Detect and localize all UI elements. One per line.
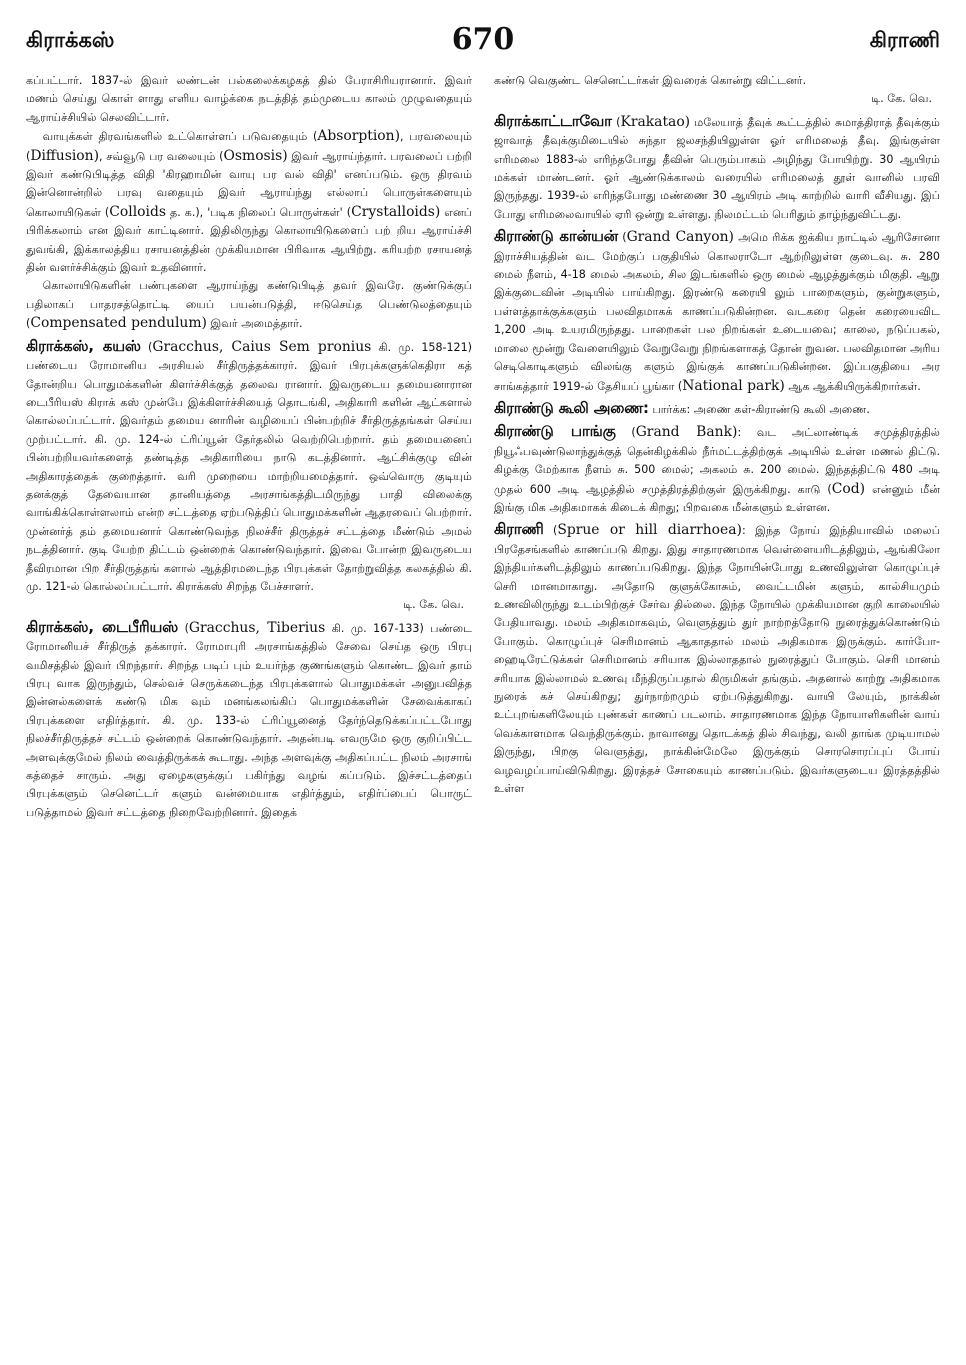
entry-headword: கிராண்டு கான்யன் <box>494 228 618 246</box>
running-head-left: கிராக்கஸ் <box>26 28 115 52</box>
entry-grand-coulee-dam <box>494 400 940 419</box>
entry-gracchus-caius <box>26 338 472 615</box>
paragraph: கொலாயிடுகளின் பண்புகளை ஆராய்ந்து கண்டுபிடித் தவர் இவரே. குண்டுக்குப் பதிலாகப் பாதரசத்தொட்டி யைப் பயன்படுத்தி, ஈடுசெய்த பெண்டுலத்தையும் (Compensated pendulum) இவர் அமைத்தார். <box>26 279 472 332</box>
entry-text: (Gracchus, Tiberius கி. மு. 167-133) பண்டை ரோமானியச் சீர்திருத் தக்காரர். ரோமாபுரி அரசாங்கத்தில் சேவை செய்த ஒரு பிரபு வமிசத்தில் இவர் பிறந்தார். சிறந்த படிப் பும் உயர்ந்த குணங்களும் கொண்ட இவர் தாம் பிரபு வாக இருந்தும், செல்வச் செருக்கடைந்த பிரபுக்களால் பொதுமக்கள் அனுபவித்த இன்னல்களைக் கண்டு மிக வும் மனங்கலங்கிப் பொதுமக்களின் சேவைக்காகப் பிரபுக்களை எதிர்த்தார். கி. மு. 133-ல் ட்ரிப்யூனைத் தேர்ந்தெடுக்கப்பட்டபோது நிலச்சீர்திருத்தச் சட்டம் ஒன்றைக் கொண்டுவந்தார். அதன்படி எவருமே ஒரு குறிப்பிட்ட அளவுக்குமேல் நிலம் வைத்திருக்கக் கூடாது. அந்த அளவுக்கு அதிகப்பட்ட நிலம் அரசாங் கத்தைச் சாரும். அது ஏழைகளுக்குப் பகிர்ந்து வழங் கப்படும். இச்சட்டத்தைப் பிரபுக்களும் செனெட்டர் களும் வன்மையாக எதிர்த்தும், எதிர்ப்பைப் பொருட் படுத்தாமல் இவர் சட்டத்தை நிறைவேற்றினார். இதைக் <box>26 619 472 819</box>
author-signature: டி. கே. வெ. <box>871 92 932 106</box>
paragraph: வாயுக்கள் திரவங்களில் உட்கொள்ளப் படுவதையும் (Absorption), பரவலையும் (Diffusion), சவ்வூடு பர வலையும் (Osmosis) இவர் ஆராய்ந்தார். பரவலைப் பற்றி இவர் கண்டுபிடித்த விதி 'கிரஹாமின் வாயு பர வல் விதி' எனப்படும். ஒரு திரவம் இன்னொன்றில் பரவு வதையும் இவர் ஆராய்ந்து எல்லாப் பொருள்களையும் கொலாயிடுகள் (Colloids த. க.), 'படிக நிலைப் பொருள்கள்' (Crystalloids) எனப் பிரிக்கலாம் என இவர் காட்டினார். இதிலிருந்து கொலாயிடுகளைப் பற் றிய ஆராய்ச்சி துவங்கி, இக்காலத்திய ரசாயனத்தின் முக்கியமான பிரிவாக ஆயிற்று. கரியற்ற ரசாயனத் தின் வளர்ச்சிக்கும் இவர் உதவினார். <box>26 128 472 275</box>
entry-text: (Sprue or hill diarrhoea): இந்த நோய் இந்தியாவில் மலைப் பிரதேசங்களில் காணப்படு கிறது. இது சாதாரணமாக வெள்ளையரிடத்திலும், ஆங்கிலோ இந்தியர்களிடத்திலும் காணப்படுகிறது. இந்த நோயின்போது உணவிலுள்ள கொழுப்புச் செரி மானமாகாது. அதோடு குளுக்கோசும், வைட்டமின் களும், கால்சியமும் உணவிலிருந்து உடம்பிற்குச் சேர்வ தில்லை. இந்த நோயில் முக்கியமான குறி காலையில் பேதியாவது. மலம் அதிகமாகவும், வெளுத்தும் துர் நாற்றத்தோடு நுரைத்துக்கொண்டும் போகும். கொழுப்புச் செரிமானம் ஆகாததால் மலம் அதிகமாக இருக்கும். கார்போ-ஹைடிரேட்டுக்கள் செரிமானம் சரியாக இல்லாததால் நுரைத்துப் போகும். செரி மானம் சரியாக இல்லாமல் உணவு மீந்திருப்பதால் கிருமிகள் தங்கும். அதனால் காற்று அதிகமாக நுரைக் கச் செய்கிறது; துர்நாற்றமும் ஏற்படுத்துகிறது. வாயி லேயும், நாக்கின் உட்புறங்களிலேயும் புண்கள் காணப் படலாம். சாதாரணமாக இந்த நோயாளிகளின் வாய் வெக்காளமாக வெந்திருக்கும். நாவானது தொடக்கத் தில் சிவந்து, வலி தாங்க முடியாமல் இருந்து, பிறகு வெளுத்து, நாக்கின்மேலே இருக்கும் சொரசொரப்புப் போய் வழவழப்பாய்விடுகிறது. இரத்தச் சோகையும் காணப்படும். இவர்களுடைய இரத்தத்தில் உள்ள <box>494 522 940 796</box>
entry-headword: கிராக்காட்டாவோ <box>494 112 612 130</box>
entry-text: (Gracchus, Caius Sem pronius கி. மு. 158-121) பண்டைய ரோமானிய அரசியல் சீர்திருத்தக்காரர். இவர் பிரபுக்களுக்கெதிரா கத் தோன்றிய பொதுமக்களின் கிளர்ச்சிக்குத் தலைவ ரானார். இவருடைய தமையனாரான டைபீரியஸ் கிராக் கஸ் முன்பே இக்கிளர்ச்சியைத் தொடங்கி, அதிகாரி களின் ஆட்களால் கொல்லப்பட்டார். இவர்தம் தமைய னாரின் வழியைப் பின்பற்றிச் சீர்திருத்தங்கள் செய்ய முற்பட்டார். கி. மு. 124-ல் ட்ரிப்யூன் தேர்தலில் வெற்றிபெற்றார். தம் தமையனைப் பின்பற்றியவர்களைத் தண்டித்த அதிகாரியை நாடு கடத்தினார். ஆட்சிக்குழு வின் அதிகாரத்தைக் குறைத்தார். வரி முறையை மாற்றியமைத்தார். ஒவ்வொரு குடியும் தனக்குத் தேவையான தானியத்தை அரசாங்கத்திடமிருந்து பாதி விலைக்கு வாங்கிக்கொள்ளலாம் என்ற சட்டத்தை ஏற்படுத்திப் பொதுமக்களின் ஆதரவைப் பெற்றார். முன்னர்த் தம் தமையனார் கொண்டுவந்த நிலச்சீர் திருத்தச் சட்டத்தை மீண்டும் அமல் நடத்தினார். குடி யேற்ற திட்டம் ஒன்றைக் கொண்டுவந்தார். இவை போன்ற இவருடைய தீவிரமான பிற சீர்திருத்தங் களால் ஆத்திரமடைந்த பிரபுக்கள் தோற்றுவித்த கலகத்தில் கி. மு. 121-ல் கொல்லப்பட்டார். கிராக்கஸ் சிறந்த பேச்சாளர். <box>26 338 472 593</box>
paragraph-continued <box>494 72 940 109</box>
entry-sprue <box>494 521 940 798</box>
page-number: 670 <box>451 22 515 57</box>
right-column <box>494 72 940 798</box>
entry-text: (Krakatao) மலேயாத் தீவுக் கூட்டத்தில் சுமாத்திராத் தீவுக்கும் ஜாவாத் தீவுக்குமிடையில் சுந்தா ஜலசந்தியிலுள்ள ஓர் எரிமலைத் தீவு. இங்குள்ள எரிமலை 1883-ல் எரிந்தபோது தீவின் பெரும்பாகம் அழிந்து போயிற்று. 30 ஆயிரம் மக்கள் மாண்டனர். ஓர் ஆண்டுக்காலம் வரையில் எரிமலைத் தூள் வானில் பரவி இருந்தது. 1939-ல் எரிந்தபோது மண்ணை 30 ஆயிரம் அடி காற்றில் வாரி வீசியது. இப் போது எரிமலைவாயில் ஏரி ஒன்று உள்ளது. நிலமட்டம் பெரிதும் தாழ்ந்துவிட்டது. <box>494 113 940 221</box>
running-head-right: கிராணி <box>869 28 940 52</box>
page-header <box>26 22 940 62</box>
entry-krakatao <box>494 113 940 224</box>
paragraph: கப்பட்டார். 1837-ல் இவர் லண்டன் பல்கலைக்கழகத் தில் பேராசிரியரானார். இவர் மணம் செய்து கொள் ளாது எளிய வாழ்க்கை நடத்தித் தம்முடைய காலம் முழுவதையும் ஆராய்ச்சியில் செலவிட்டார். <box>26 74 472 124</box>
entry-headword: கிராக்கஸ், கயஸ் <box>26 337 141 355</box>
entry-grand-bank <box>494 423 940 517</box>
entry-grand-canyon <box>494 228 940 396</box>
entry-headword: கிராணி <box>494 521 544 539</box>
entry-text: கண்டு வெகுண்ட செனெட்டர்கள் இவரைக் கொன்று விட்டனர். <box>494 74 807 87</box>
entry-text: பார்க்க: அணை கள்-கிராண்டு கூலி அணை. <box>652 402 870 416</box>
entry-gracchus-tiberius <box>26 619 472 822</box>
entry-headword: கிராண்டு பாங்கு <box>494 423 616 441</box>
left-column <box>26 72 472 822</box>
entry-headword: கிராண்டு கூலி அணை: <box>494 399 649 417</box>
entry-text: (Grand Canyon) அமெ ரிக்க ஐக்கிய நாட்டில் ஆரிசோனா இராச்சியத்தின் வட மேற்குப் பகுதியில் கொலராடோ ஆற்றிலுள்ள குடைவு. சு. 280 மைல் நீளம், 4-18 மைல் அகலம், சில இடங்களில் ஒரு மைல் ஆழத்துக்கும் மிகுதி. ஆறு இக்குடைவின் அடியில் பாய்கிறது. இரண்டு கரையி லும் பாறைகளும், குன்றுகளும், பள்ளத்தாக்குக்களும் பலவிதமாகக் காணப்படுகின்றன. வடகரை தென் கரையைவிட 1,200 அடி உயரமிருந்தது. பாறைகள் பல நிறங்கள் உடையவை; காலை, நடுப்பகல், மாலை மூன்று வேளையிலும் வேறுவேறு நிறங்களாகத் தோன் றுவன. பலவிதமான அரிய செடிகொடிகளும் விலங்கு களும் இங்குக் காணப்படுகின்றன. இப்பகுதியை அர சாங்கத்தார் 1919-ல் தேசியப் பூங்கா (National park) ஆக ஆக்கியிருக்கிறார்கள். <box>494 229 940 394</box>
entry-headword: கிராக்கஸ், டைபீரியஸ் <box>26 618 179 636</box>
author-signature: டி. கே. வெ. <box>403 598 464 612</box>
entry-text: (Grand Bank): வட அட்லாண்டிக் சமுத்திரத்தில் நியூஃபவுண்டுலாந்துக்குத் தென்கிழக்கில் நீர்மட்டத்திற்குக் அடியில் உள்ள மணல் திட்டு. கிழக்கு மேற்காக நீளம் சு. 500 மைல்; அகலம் சு. 200 மைல். இந்தத்திட்டு 480 அடி முதல் 600 அடி ஆழத்தில் சமுத்திரத்திற்குள் இருக்கிறது. காடு (Cod) என்னும் மீன் இங்கு மிக அதிகமாகக் கிடைக் கிறது; பிறவகை மீன்களும் உள்ளன. <box>494 424 940 514</box>
